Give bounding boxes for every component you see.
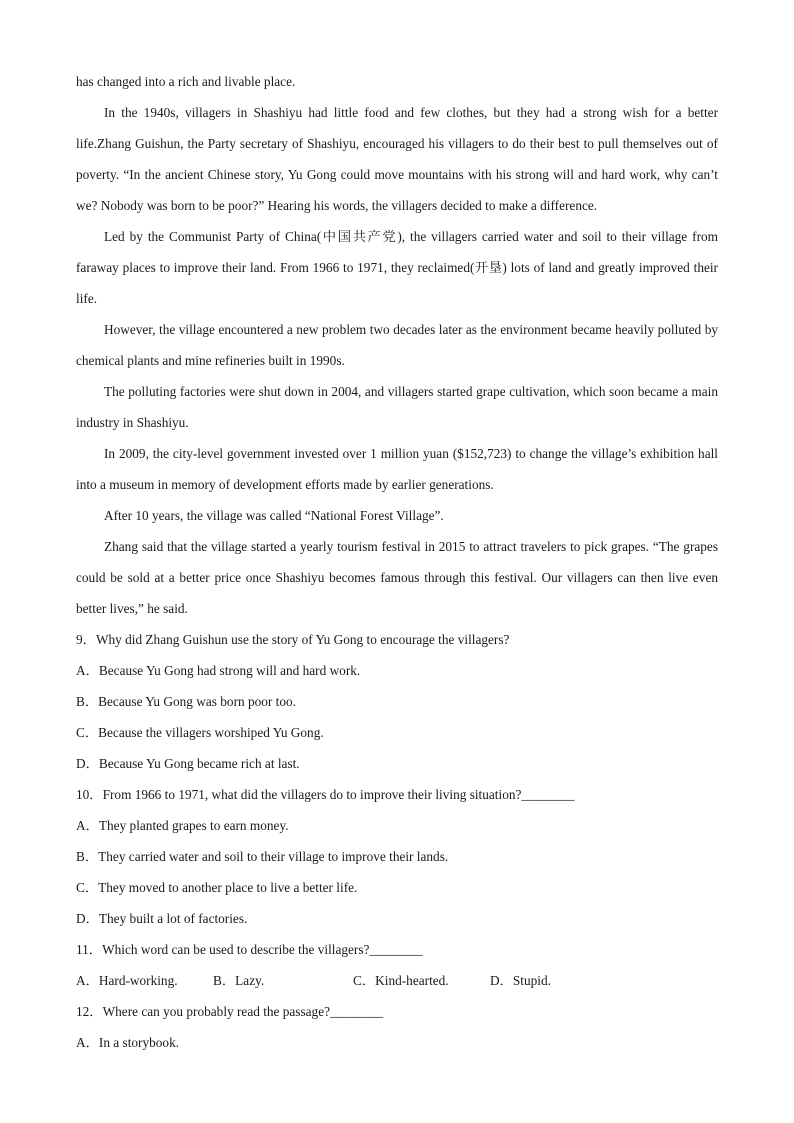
option-a[interactable]: A．Hard-working.	[76, 973, 178, 988]
question-stem: 10．From 1966 to 1971, what did the villagers do to improve their living situation?________	[76, 787, 575, 802]
option-a[interactable]: A．In a storybook.	[76, 1035, 180, 1050]
option-b[interactable]: B．Because Yu Gong was born poor too.	[76, 694, 296, 709]
option-c[interactable]: C．Kind-hearted.	[353, 973, 449, 988]
question-12	[76, 996, 718, 1058]
option-d[interactable]: D．Because Yu Gong became rich at last.	[76, 756, 300, 771]
option-d[interactable]: D．Stupid.	[490, 973, 551, 988]
passage-paragraph-1: In the 1940s, villagers in Shashiyu had little food and few clothes, but they had a strong wish for a better life.Zhang Guishun, the Party secretary of Shashiyu, encouraged his villagers to do their best to pull themselves out of poverty. “In the ancient Chinese story, Yu Gong could move mountains with his strong will and hard work, why can’t we? Nobody was born to be poor?” Hearing his words, the villagers decided to make a difference.	[76, 105, 718, 213]
option-row	[76, 965, 718, 996]
reading-passage	[76, 66, 718, 624]
passage-paragraph-2: Led by the Communist Party of China(中国共产党), the villagers carried water and soil to their village from faraway places to improve their land. From 1966 to 1971, they reclaimed(开垦) lots of land and greatly improved their life.	[76, 229, 718, 306]
option-c[interactable]: C．They moved to another place to live a better life.	[76, 880, 358, 895]
question-stem: 11．Which word can be used to describe the villagers?________	[76, 942, 423, 957]
question-stem: 12．Where can you probably read the passage?________	[76, 1004, 384, 1019]
question-stem: 9．Why did Zhang Guishun use the story of Yu Gong to encourage the villagers?	[76, 632, 510, 647]
option-b[interactable]: B．They carried water and soil to their village to improve their lands.	[76, 849, 449, 864]
passage-paragraph-4: The polluting factories were shut down in 2004, and villagers started grape cultivation, which soon became a main industry in Shashiyu.	[76, 384, 718, 430]
passage-paragraph-0: has changed into a rich and livable place.	[76, 74, 296, 89]
option-c[interactable]: C．Because the villagers worshiped Yu Gong.	[76, 725, 324, 740]
passage-paragraph-3: However, the village encountered a new problem two decades later as the environment became heavily polluted by chemical plants and mine refineries built in 1990s.	[76, 322, 718, 368]
question-10	[76, 779, 718, 934]
passage-paragraph-6: After 10 years, the village was called “National Forest Village”.	[104, 508, 444, 523]
passage-paragraph-7: Zhang said that the village started a yearly tourism festival in 2015 to attract travelers to pick grapes. “The grapes could be sold at a better price once Shashiyu becomes famous through this festival. Our villagers can then live even better lives,” he said.	[76, 539, 718, 616]
option-a[interactable]: A．Because Yu Gong had strong will and hard work.	[76, 663, 361, 678]
question-9	[76, 624, 718, 779]
option-d[interactable]: D．They built a lot of factories.	[76, 911, 248, 926]
exam-page	[76, 66, 718, 1058]
option-b[interactable]: B．Lazy.	[213, 973, 265, 988]
option-a[interactable]: A．They planted grapes to earn money.	[76, 818, 289, 833]
passage-paragraph-5: In 2009, the city-level government invested over 1 million yuan ($152,723) to change the village’s exhibition hall into a museum in memory of development efforts made by earlier generations.	[76, 446, 718, 492]
question-11	[76, 934, 718, 996]
